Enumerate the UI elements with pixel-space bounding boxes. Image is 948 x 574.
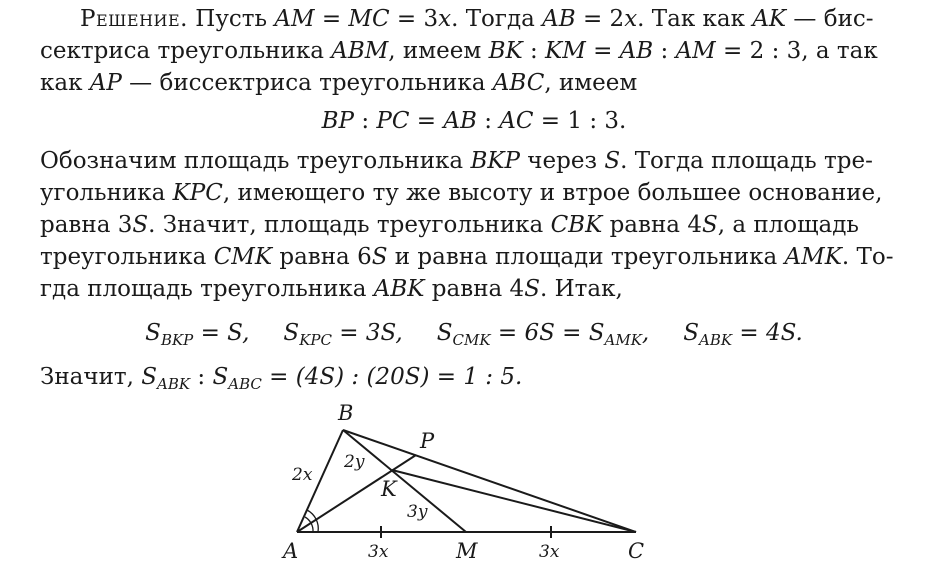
vertex-label-a: A — [283, 539, 299, 563]
ratio-equation: BP : PC = AB : AC = 1 : 3. — [321, 108, 627, 134]
conclusion-line: Значит, $S_{ABK}$ : $S_{ABC} = (4S)$ : (20S) = 1 : 5. — [40, 364, 523, 393]
label-km-3y: 3y — [407, 502, 428, 522]
area-line-3: равна 3S. Значит, площадь треугольника CBK равна 4S, а площадь — [40, 212, 859, 238]
area-term-kpc: $S_{KPC} = 3S$, — [283, 320, 403, 349]
vertex-label-k: K — [381, 477, 397, 501]
median-bm — [343, 430, 466, 532]
solution-line-2: сектриса треугольника ABM, имеем BK : KM = AB : AM = 2 : 3, а так — [40, 38, 878, 64]
label-mc-3x: 3x — [539, 542, 560, 562]
area-term-bkp: $S_{BKP} = S$, — [145, 320, 250, 349]
area-line-2: угольника KPC, имеющего ту же высоту и втрое большее основание, — [40, 180, 883, 206]
area-line-1: Обозначим площадь треугольника BKP через S. Тогда площадь тре- — [40, 148, 873, 174]
area-line-5: гда площадь треугольника ABK равна 4S. Итак, — [40, 276, 623, 302]
vertex-label-b: B — [338, 401, 354, 425]
vertex-label-p: P — [420, 429, 435, 453]
vertex-label-m: M — [456, 539, 478, 563]
vertex-label-c: C — [628, 539, 645, 563]
area-term-abk: $S_{ABK} = 4S$. — [683, 320, 803, 349]
solution-line-1: Решение. Пусть AM = MC = 3x. Тогда AB = 2x. Так как AK — бис- — [80, 6, 874, 32]
label-am-3x: 3x — [368, 542, 389, 562]
solution-line-3: как AP — биссектриса треугольника ABC, имеем — [40, 70, 638, 96]
label-bk-2y: 2y — [344, 452, 365, 472]
area-term-cmk: $S_{CMK} = 6S = S_{AMK}$, — [436, 320, 650, 349]
label-ab-2x: 2x — [292, 465, 313, 485]
area-line-4: треугольника CMK равна 6S и равна площади треугольника AMK. То- — [40, 244, 894, 270]
